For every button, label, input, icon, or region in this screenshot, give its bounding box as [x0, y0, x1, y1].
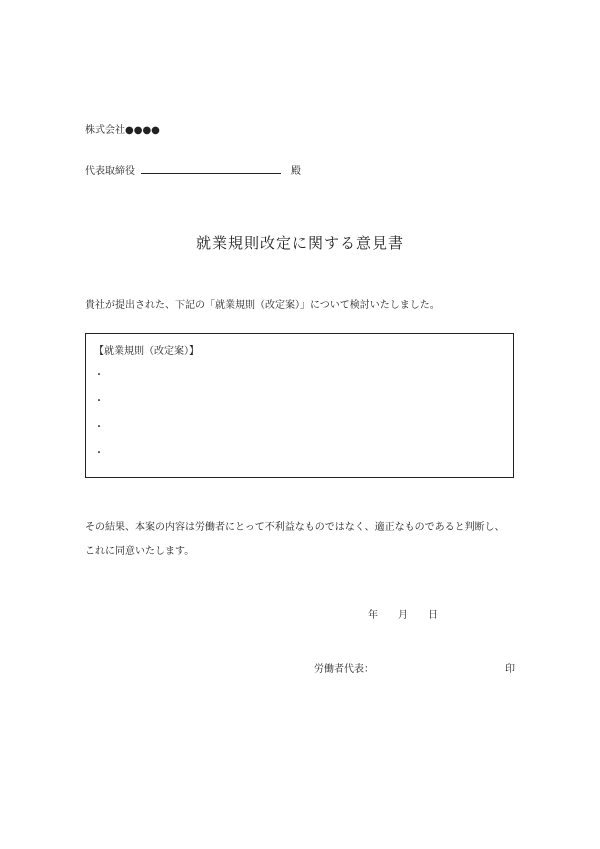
recipient-role: 代表取締役: [85, 166, 135, 177]
document-title: 就業規則改定に関する意見書: [195, 234, 404, 252]
recipient-honorific: 殿: [291, 166, 301, 177]
addressee-recipient: [85, 163, 301, 179]
draft-rules-item: ・: [94, 422, 104, 433]
draft-rules-item: ・: [94, 448, 104, 459]
date-month: 月: [398, 610, 408, 621]
draft-rules-item: ・: [94, 370, 104, 381]
conclusion-line: その結果、本案の内容は労働者にとって不利益なものではなく、適正なものであると判断し、: [85, 522, 505, 533]
intro-paragraph: 貴社が提出された、下記の「就業規則（改定案）」について検討いたしました。: [85, 300, 440, 311]
draft-rules-item: ・: [94, 396, 104, 407]
addressee-company: [85, 124, 160, 138]
date-year: 年: [368, 610, 378, 621]
company-name-masked: ●●●●: [125, 125, 160, 136]
company-prefix: 株式会社: [85, 125, 125, 136]
draft-rules-heading: 【就業規則（改定案）】: [94, 346, 199, 357]
seal-mark: 印: [505, 664, 515, 675]
date-row: [368, 609, 438, 623]
recipient-name-line: [141, 163, 281, 174]
date-day: 日: [428, 610, 438, 621]
worker-representative-label: 労働者代表：: [314, 664, 374, 675]
conclusion-line: これに同意いたします。: [85, 546, 195, 557]
draft-rules-box: [85, 333, 514, 478]
conclusion-paragraph: [85, 516, 525, 564]
